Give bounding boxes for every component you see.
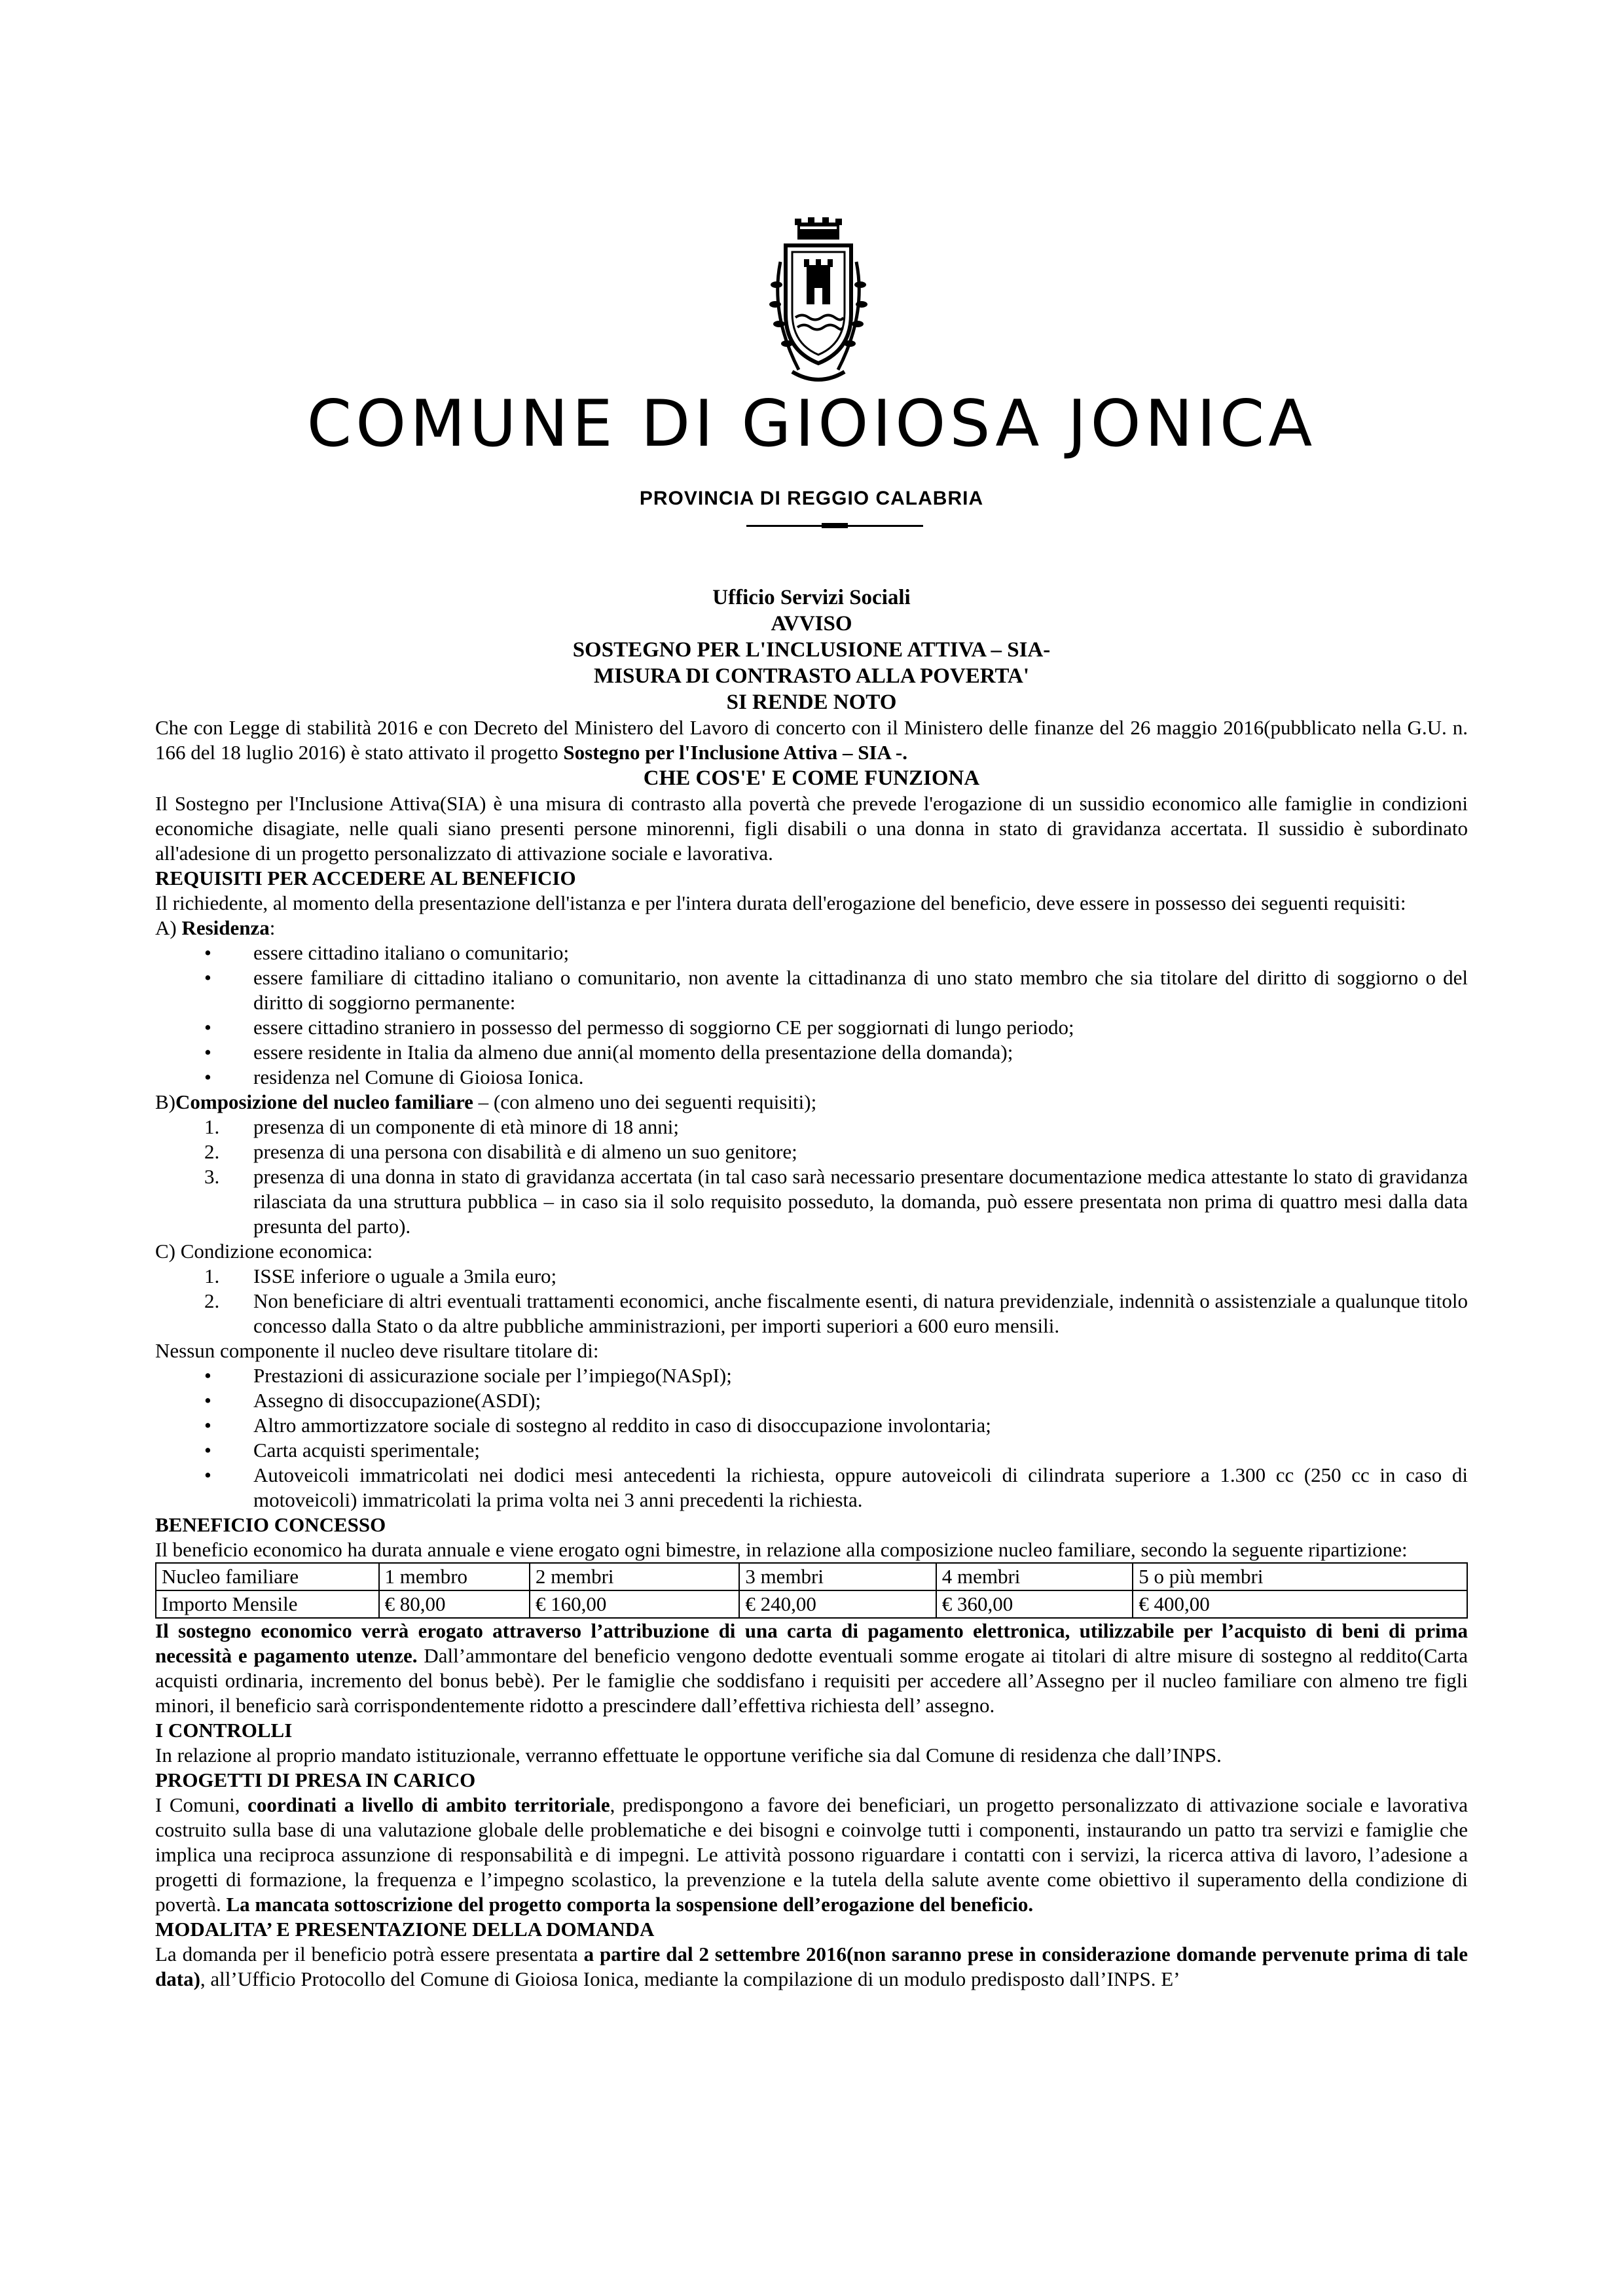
table-row — [156, 1563, 1467, 1590]
controlli-heading: I CONTROLLI — [155, 1719, 293, 1742]
list-number: 2. — [204, 1289, 220, 1312]
table-cell: 4 membri — [936, 1563, 1133, 1590]
residenza-label — [155, 916, 1468, 941]
table-cell: Importo Mensile — [156, 1590, 379, 1618]
nucleo-prefix: B) — [155, 1090, 175, 1113]
list-item — [204, 1139, 1468, 1164]
municipal-crest-icon — [766, 216, 871, 393]
list-item: • Carta acquisti sperimentale; — [253, 1438, 1468, 1463]
nessun-label: Nessun componente il nucleo deve risultare titolare di: — [155, 1339, 599, 1362]
list-item — [204, 1115, 1468, 1139]
list-item: • Prestazioni di assicurazione sociale per l’impiego(NASpI); — [253, 1363, 1468, 1388]
list-item — [204, 1164, 1468, 1239]
notice-body — [155, 584, 1468, 1992]
beneficio-after-bold: Il sostegno economico verrà erogato attraverso l’attribuzione di una carta di pagamento elettronica, utilizzabile per l’acquisto di beni di prima necessità e pagamento utenze. — [155, 1619, 1468, 1667]
beneficio-after-text: Dall’ammontare del beneficio vengono dedotte eventuali somme erogate ai titolari di altre misure di sostegno al reddito(Carta acquisti ordinaria, incremento del bonus bebè). Per le famiglie che soddisfano i requisiti per accedere all’Assegno per il nucleo familiare con almeno tre figli minori, il beneficio sarà corrispondentemente ridotto a prescindere dall’effettiva richiesta dell’ assegno. — [155, 1644, 1468, 1717]
municipality-title: COMUNE DI GIOIOSA JONICA — [306, 387, 1317, 461]
list-text: presenza di un componente di età minore di 18 anni; — [253, 1115, 679, 1138]
list-number: 1. — [204, 1265, 220, 1287]
list-item — [204, 1264, 1468, 1289]
ripartizione-table — [155, 1562, 1468, 1619]
modalita-bold-1: a partire dal 2 settembre 2016(non saranno prese in considerazione domande pervenute prima di tale data) — [155, 1943, 1468, 1990]
header-divider-mark — [822, 523, 848, 528]
residenza-prefix: A) — [155, 916, 182, 939]
residenza-list — [155, 941, 1468, 1090]
nucleo-list — [155, 1115, 1468, 1239]
modalita-text-2: , all’Ufficio Protocollo del Comune di Gioiosa Ionica, mediante la compilazione di un modulo predisposto dall’INPS. E’ — [200, 1967, 1180, 1990]
beneficio-paragraph: Il beneficio economico ha durata annuale e viene erogato ogni bimestre, in relazione alla composizione nucleo familiare, secondo la seguente ripartizione: — [155, 1538, 1408, 1561]
nucleo-bold: Composizione del nucleo familiare — [175, 1090, 473, 1113]
intro-text: Che con Legge di stabilità 2016 e con Decreto del Ministero del Lavoro di concerto con il Ministero delle finanze del 26 maggio 2016(pubblicato nella G.U. n. 166 del 18 luglio 2016) è stato attivato il progetto — [155, 716, 1468, 764]
table-cell: 3 membri — [739, 1563, 936, 1590]
modalita-paragraph — [155, 1942, 1468, 1992]
intro-bold: Sostegno per l'Inclusione Attiva – SIA -. — [563, 741, 907, 764]
controlli-paragraph: In relazione al proprio mandato istituzionale, verranno effettuate le opportune verifiche sia dal Comune di residenza che dall’INPS. — [155, 1744, 1222, 1767]
table-cell: € 360,00 — [936, 1590, 1133, 1618]
nucleo-suffix: – (con almeno uno dei seguenti requisiti); — [473, 1090, 817, 1113]
list-item: • Assegno di disoccupazione(ASDI); — [253, 1388, 1468, 1413]
list-item: • Altro ammortizzatore sociale di sostegno al reddito in caso di disoccupazione involontaria; — [253, 1413, 1468, 1438]
list-item: • essere residente in Italia da almeno due anni(al momento della presentazione della domanda); — [253, 1040, 1468, 1065]
requisiti-intro: Il richiedente, al momento della presentazione dell'istanza e per l'intera durata dell'erogazione del beneficio, deve essere in possesso dei seguenti requisiti: — [155, 891, 1406, 914]
requisiti-heading: REQUISITI PER ACCEDERE AL BENEFICIO — [155, 867, 576, 889]
list-text: presenza di una donna in stato di gravidanza accertata (in tal caso sarà necessario presentare documentazione medica attestante lo stato di gravidanza rilasciata da una struttura pubblica – in caso sia il solo requisito posseduto, la domanda, può essere presentata non prima di quattro mesi dalla data presunta del parto). — [253, 1165, 1468, 1238]
list-text: presenza di una persona con disabilità e di almeno un suo genitore; — [253, 1140, 797, 1163]
list-text: ISSE inferiore o uguale a 3mila euro; — [253, 1265, 557, 1287]
residenza-bold: Residenza — [181, 916, 270, 939]
notice-announce: SI RENDE NOTO — [726, 691, 897, 714]
table-cell: € 80,00 — [379, 1590, 530, 1618]
notice-subject-line-2: MISURA DI CONTRASTO ALLA POVERTA' — [593, 664, 1030, 688]
list-text: Non beneficiare di altri eventuali trattamenti economici, anche fiscalmente esenti, di natura previdenziale, indennità o assistenziale a qualunque titolo concesso dalla Stato o da altre pubbliche amministrazioni, per importi superiori a 600 euro mensili. — [253, 1289, 1468, 1337]
office-name: Ufficio Servizi Sociali — [712, 586, 911, 609]
progetti-text-2: , predispongono a favore dei beneficiari, un progetto personalizzato di attivazione sociale e lavorativa costruito sulla base di una valutazione globale delle problematiche e dei bisogni e coinvolge tutti i componenti, instaurando un patto tra servizi e famiglie che implica una reciproca assunzione di responsabilità e di impegni. Le attività possono riguardare i contatti con i servizi, la ricerca attiva di lavoro, l’adesione a progetti di formazione, la frequenza e l’impegno scolastico, la prevenzione e la tutela della salute avente come obiettivo il superamento della condizione di povertà. — [155, 1793, 1468, 1916]
list-item: • essere cittadino straniero in possesso del permesso di soggiorno CE per soggiornati di lungo periodo; — [253, 1015, 1468, 1040]
table-cell: € 160,00 — [530, 1590, 739, 1618]
progetti-text-1: I Comuni, — [155, 1793, 248, 1816]
what-heading: CHE COS'E' E COME FUNZIONA — [643, 766, 980, 790]
nucleo-label — [155, 1090, 1468, 1115]
beneficio-heading: BENEFICIO CONCESSO — [155, 1513, 386, 1536]
table-cell: 5 o più membri — [1133, 1563, 1467, 1590]
table-row — [156, 1590, 1467, 1618]
list-item: • residenza nel Comune di Gioiosa Ionica. — [253, 1065, 1468, 1090]
what-paragraph: Il Sostegno per l'Inclusione Attiva(SIA) è una misura di contrasto alla povertà che prevede l'erogazione di un sussidio economico alle famiglie in condizioni economiche disagiate, nelle quali siano presenti persone minorenni, figli disabili o una donna in stato di gravidanza accertata. Il sussidio è subordinato all'adesione di un progetto personalizzato di attivazione sociale e lavorativa. — [155, 792, 1468, 865]
notice-type: AVVISO — [771, 612, 852, 636]
nessun-list — [155, 1363, 1468, 1513]
table-cell: € 400,00 — [1133, 1590, 1467, 1618]
list-item — [204, 1289, 1468, 1338]
progetti-paragraph — [155, 1793, 1468, 1917]
list-number: 2. — [204, 1140, 220, 1163]
condizione-label: C) Condizione economica: — [155, 1240, 373, 1263]
notice-subject-line-1: SOSTEGNO PER L'INCLUSIONE ATTIVA – SIA- — [572, 638, 1051, 662]
progetti-heading: PROGETTI DI PRESA IN CARICO — [155, 1768, 476, 1791]
modalita-heading: MODALITA’ E PRESENTAZIONE DELLA DOMANDA — [155, 1918, 655, 1941]
beneficio-after-paragraph — [155, 1619, 1468, 1718]
residenza-suffix: : — [269, 916, 276, 939]
list-number: 3. — [204, 1165, 220, 1188]
progetti-bold-2: La mancata sottoscrizione del progetto comporta la sospensione dell’erogazione del beneficio. — [226, 1893, 1034, 1916]
list-item: • essere familiare di cittadino italiano o comunitario, non avente la cittadinanza di uno stato membro che sia titolare del diritto di soggiorno o del diritto di soggiorno permanente: — [253, 965, 1468, 1015]
table-cell: 1 membro — [379, 1563, 530, 1590]
list-item: • essere cittadino italiano o comunitario; — [253, 941, 1468, 965]
list-item: • Autoveicoli immatricolati nei dodici mesi antecedenti la richiesta, oppure autoveicoli di cilindrata superiore a 1.300 cc (250 cc in caso di motoveicoli) immatricolati la prima volta nei 3 anni precedenti la richiesta. — [253, 1463, 1468, 1513]
intro-paragraph — [155, 715, 1468, 765]
condizione-list — [155, 1264, 1468, 1338]
list-number: 1. — [204, 1115, 220, 1138]
table-cell: Nucleo familiare — [156, 1563, 379, 1590]
table-cell: 2 membri — [530, 1563, 739, 1590]
province-subtitle: PROVINCIA DI REGGIO CALABRIA — [639, 488, 984, 509]
table-cell: € 240,00 — [739, 1590, 936, 1618]
modalita-text-1: La domanda per il beneficio potrà essere presentata — [155, 1943, 584, 1965]
progetti-bold-1: coordinati a livello di ambito territoriale — [247, 1793, 610, 1816]
